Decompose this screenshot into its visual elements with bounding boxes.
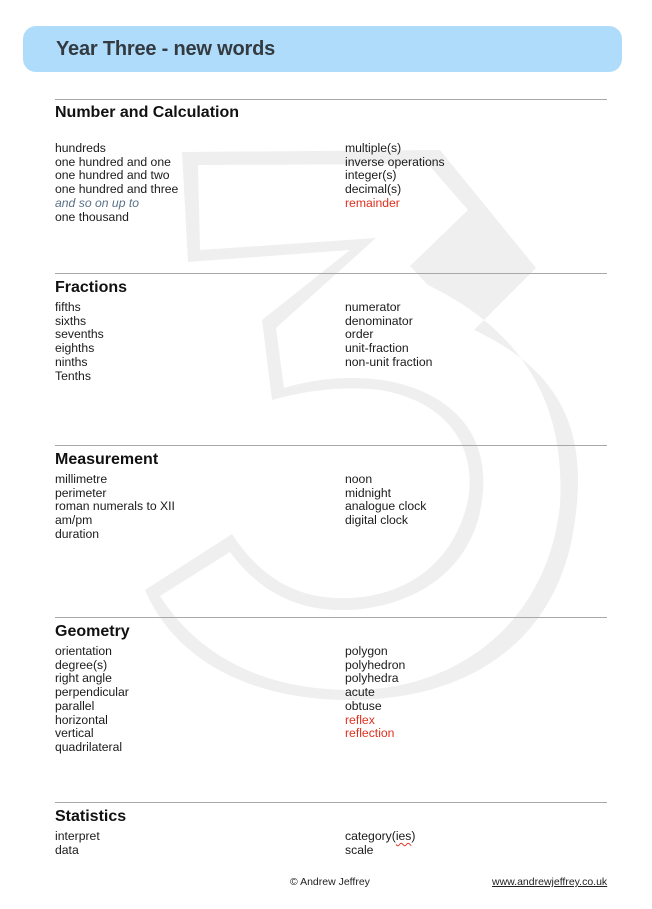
word-item: decimal(s): [345, 182, 402, 197]
word-item: order: [345, 327, 374, 342]
section-number-and-calculation: [55, 99, 607, 224]
word-item: data: [55, 842, 79, 857]
word-item: degree(s): [55, 657, 108, 672]
section-heading: Geometry: [55, 623, 130, 640]
footer-website-link[interactable]: www.andrewjeffrey.co.uk: [492, 876, 608, 888]
word-item: denominator: [345, 313, 413, 328]
word-list-right: [345, 473, 426, 528]
section-fractions: [55, 273, 607, 383]
word-item: unit-fraction: [345, 341, 409, 356]
word-item-highlighted: reflex: [345, 712, 375, 727]
word-item: eighths: [55, 341, 95, 356]
word-item: numerator: [345, 300, 401, 314]
word-item: sevenths: [55, 327, 104, 342]
word-item: polygon: [345, 644, 388, 658]
word-item: one hundred and two: [55, 168, 170, 183]
section-heading: Fractions: [55, 279, 128, 296]
word-item: one thousand: [55, 209, 129, 224]
section-divider: [55, 273, 607, 274]
word-item: horizontal: [55, 712, 108, 727]
footer-copyright: © Andrew Jeffrey: [290, 876, 370, 888]
word-item: Tenths: [55, 368, 91, 383]
word-item: ninths: [55, 354, 88, 369]
word-item-highlighted: reflection: [345, 726, 395, 741]
word-list-left: [55, 830, 100, 857]
word-list-right: [345, 645, 405, 741]
word-item: noon: [345, 472, 373, 486]
word-item: millimetre: [55, 472, 108, 486]
word-list-left: [55, 645, 129, 755]
word-item: digital clock: [345, 513, 408, 528]
word-list-right: [345, 830, 415, 857]
word-item: fifths: [55, 300, 81, 314]
word-item: integer(s): [345, 168, 397, 183]
word-item-highlighted: remainder: [345, 195, 400, 210]
word-list-right: [345, 301, 432, 370]
word-item: inverse operations: [345, 154, 445, 169]
word-item: roman numerals to XII: [55, 499, 175, 514]
word-item: perimeter: [55, 485, 107, 500]
section-heading: Measurement: [55, 451, 159, 468]
word-item-spellcheck: [345, 830, 415, 844]
section-measurement: [55, 445, 607, 541]
word-item: hundreds: [55, 141, 106, 155]
word-item: midnight: [345, 485, 392, 500]
word-list-left: [55, 473, 175, 542]
word-item: duration: [55, 526, 100, 541]
section-heading: Statistics: [55, 808, 127, 825]
word-item: am/pm: [55, 513, 93, 528]
section-divider: [55, 99, 607, 100]
word-item: parallel: [55, 698, 95, 713]
section-geometry: [55, 617, 607, 754]
word-item: quadrilateral: [55, 739, 123, 754]
word-item: one hundred and three: [55, 182, 179, 197]
spellcheck-squiggle: ies: [395, 829, 412, 843]
section-heading: Number and Calculation: [55, 104, 240, 121]
word-item: analogue clock: [345, 499, 427, 514]
word-item: right angle: [55, 671, 112, 686]
word-item: obtuse: [345, 698, 382, 713]
word-item: vertical: [55, 726, 94, 741]
word-item-note: and so on up to: [55, 195, 140, 210]
word-item: polyhedra: [345, 671, 399, 686]
word-item: acute: [345, 685, 375, 700]
section-divider: [55, 445, 607, 446]
word-item: one hundred and one: [55, 154, 171, 169]
word-item: non-unit fraction: [345, 354, 433, 369]
word-item: sixths: [55, 313, 87, 328]
word-item: polyhedron: [345, 657, 406, 672]
word-item: scale: [345, 842, 374, 857]
page-title: Year Three - new words: [56, 38, 276, 60]
title-banner: [23, 26, 622, 72]
word-part: category(: [345, 829, 396, 843]
word-item: multiple(s): [345, 141, 402, 155]
word-list-right: [345, 142, 445, 211]
section-divider: [55, 802, 607, 803]
word-item: orientation: [55, 644, 112, 658]
section-divider: [55, 617, 607, 618]
word-item: perpendicular: [55, 685, 129, 700]
word-part: ): [411, 829, 416, 843]
section-statistics: [55, 802, 607, 857]
word-list-left: [55, 301, 104, 383]
word-item: interpret: [55, 829, 100, 843]
word-list-left: [55, 142, 178, 224]
